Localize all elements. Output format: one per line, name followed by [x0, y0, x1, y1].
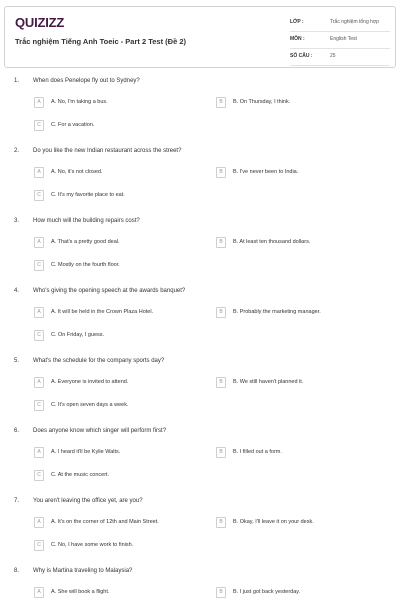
option-letter-box: A: [34, 447, 44, 458]
option-text: B. I've never been to India.: [233, 169, 299, 175]
question-number: 6.: [14, 428, 20, 434]
option-text: A. She will book a flight.: [51, 589, 110, 595]
option-text: C. It's open seven days a week.: [51, 402, 129, 408]
option-text: B. I filled out a form.: [233, 449, 282, 455]
meta-row-subject: [290, 34, 390, 49]
option-letter-box: C: [34, 260, 44, 271]
meta-value: 25: [330, 53, 336, 59]
question-text: When does Penelope fly out to Sydney?: [33, 78, 140, 84]
question-item: [0, 78, 400, 148]
option-text: A. I heard it'll be Kylie Walts.: [51, 449, 121, 455]
question-text: Who's giving the opening speech at the awards banquet?: [33, 288, 186, 294]
option-letter-box: B: [216, 377, 226, 388]
option-text: C. For a vacation.: [51, 122, 95, 128]
question-number: 4.: [14, 288, 20, 294]
option-letter-box: C: [34, 540, 44, 551]
meta-row-class: [290, 17, 390, 32]
option-text: C. No, I have some work to finish.: [51, 542, 134, 548]
question-list: [0, 78, 400, 600]
page-title: Trắc nghiệm Tiếng Anh Toeic - Part 2 Test (Đề 2): [15, 37, 187, 46]
option-letter-box: B: [216, 517, 226, 528]
question-text: How much will the building repairs cost?: [33, 218, 140, 224]
option-letter-box: B: [216, 587, 226, 598]
question-text: You aren't leaving the office yet, are you?: [33, 498, 143, 504]
option-text: A. It's on the corner of 12th and Main Street.: [51, 519, 159, 525]
option-text: B. We still haven't planned it.: [233, 379, 304, 385]
option-letter-box: B: [216, 167, 226, 178]
meta-info: [290, 17, 390, 68]
option-letter-box: A: [34, 307, 44, 318]
meta-value: English Test: [330, 36, 357, 42]
option-text: B. Okay, I'll leave it on your desk.: [233, 519, 314, 525]
option-text: A. That's a pretty good deal.: [51, 239, 120, 245]
option-text: A. Everyone is invited to attend.: [51, 379, 129, 385]
question-text: Do you like the new Indian restaurant across the street?: [33, 148, 182, 154]
option-letter-box: C: [34, 120, 44, 131]
question-number: 1.: [14, 78, 20, 84]
option-letter-box: C: [34, 400, 44, 411]
option-letter-box: B: [216, 237, 226, 248]
option-letter-box: A: [34, 517, 44, 528]
question-text: Why is Martina traveling to Malaysia?: [33, 568, 133, 574]
question-item: [0, 288, 400, 358]
question-item: [0, 568, 400, 600]
option-letter-box: A: [34, 237, 44, 248]
question-number: 2.: [14, 148, 20, 154]
option-text: B. On Thursday, I think.: [233, 99, 291, 105]
question-item: [0, 358, 400, 428]
option-letter-box: C: [34, 330, 44, 341]
question-number: 5.: [14, 358, 20, 364]
question-item: [0, 428, 400, 498]
quizizz-logo: QUIZIZZ: [15, 15, 65, 30]
meta-value: Trắc nghiệm tổng hợp: [330, 19, 379, 25]
question-text: What's the schedule for the company sports day?: [33, 358, 165, 364]
meta-row-count: [290, 51, 390, 66]
option-text: A. No, I'm taking a bus.: [51, 99, 108, 105]
option-text: A. It will be held in the Crown Plaza Hotel.: [51, 309, 154, 315]
option-text: C. At the music concert.: [51, 472, 110, 478]
option-text: C. It's my favorite place to eat.: [51, 192, 125, 198]
option-letter-box: C: [34, 470, 44, 481]
question-item: [0, 498, 400, 568]
option-letter-box: B: [216, 97, 226, 108]
option-text: B. Probably the marketing manager.: [233, 309, 321, 315]
option-letter-box: B: [216, 447, 226, 458]
option-letter-box: B: [216, 307, 226, 318]
question-item: [0, 148, 400, 218]
option-text: C. On Friday, I guess.: [51, 332, 105, 338]
meta-label: MÔN :: [290, 36, 305, 42]
question-number: 8.: [14, 568, 20, 574]
option-text: B. I just got back yesterday.: [233, 589, 301, 595]
option-letter-box: A: [34, 377, 44, 388]
option-letter-box: A: [34, 587, 44, 598]
meta-label: SỐ CÂU :: [290, 53, 313, 59]
worksheet-header: [4, 6, 396, 68]
option-text: C. Mostly on the fourth floor.: [51, 262, 120, 268]
option-text: B. At least ten thousand dollars.: [233, 239, 311, 245]
question-number: 3.: [14, 218, 20, 224]
option-letter-box: C: [34, 190, 44, 201]
question-item: [0, 218, 400, 288]
meta-label: LỚP :: [290, 19, 304, 25]
option-text: A. No, it's not closed.: [51, 169, 103, 175]
option-letter-box: A: [34, 97, 44, 108]
question-number: 7.: [14, 498, 20, 504]
option-letter-box: A: [34, 167, 44, 178]
question-text: Does anyone know which singer will perform first?: [33, 428, 167, 434]
